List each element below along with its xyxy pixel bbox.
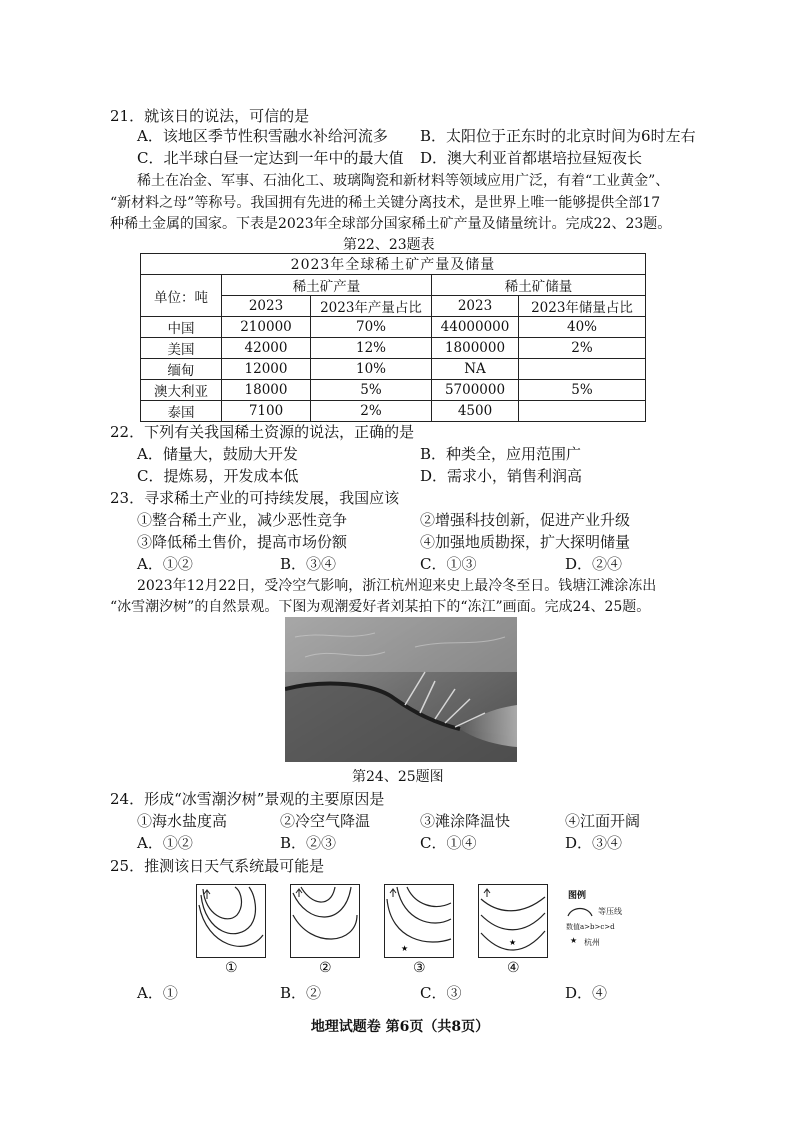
q25-option-b[interactable]: B．② [280,984,322,1002]
table-cell-production: 7100 [222,401,311,422]
q22-stem: 22．下列有关我国稀土资源的说法，正确的是 [110,423,415,441]
table-cell-production: 12000 [222,359,311,380]
q25-option-d[interactable]: D．④ [565,984,608,1002]
q23-option-c[interactable]: C．①③ [420,555,477,573]
table-cell-production-share: 12% [311,338,432,359]
table-row [141,359,646,380]
q24-option-c[interactable]: C．①④ [420,834,477,852]
isobar-map-3 [384,884,454,958]
svg-text:★: ★ [401,944,409,953]
q22-option-c[interactable]: C．提炼易，开发成本低 [137,467,299,485]
intro1-line2: “新材料之母”等称号。我国拥有先进的稀土关键分离技术，是世界上唯一能够提供全部17 [110,195,661,211]
intro2-line2: “冰雪潮汐树”的自然景观。下图为观潮爱好者刘某拍下的“冻江”画面。完成24、25题。 [110,599,651,615]
legend-isobar-label: 等压线 [598,907,622,916]
table-cell-production-share: 5% [311,380,432,401]
q21-option-d[interactable]: D．澳大利亚首都堪培拉昼短夜长 [420,149,643,167]
q25-option-c[interactable]: C．③ [420,984,462,1002]
q22-option-b[interactable]: B．种类全，应用范围广 [420,445,582,463]
map-label-4: ④ [507,960,520,976]
table-cell-country: 泰国 [141,401,222,422]
page-footer: 地理试题卷 第6页（共8页） [310,1019,490,1035]
q21-option-c[interactable]: C．北半球白昼一定达到一年中的最大值 [137,149,404,167]
map-label-3: ③ [413,960,426,976]
table-cell-reserve: NA [432,359,519,380]
table-title: 2023年全球稀土矿产量及储量 [141,254,646,275]
q24-statement-1: ①海水盐度高 [137,812,228,830]
table-cell-production-share: 70% [311,317,432,338]
q23-option-a[interactable]: A．①② [137,555,193,573]
intro1-line1: 稀土在冶金、军事、石油化工、玻璃陶瓷和新材料等领域应用广泛，有着“工业黄金”、 [137,173,670,189]
svg-text:★: ★ [509,938,517,947]
figure-caption: 第24、25题图 [352,769,444,785]
q24-statement-4: ④江面开阔 [565,812,641,830]
q24-option-d[interactable]: D．③④ [565,834,623,852]
q22-option-a[interactable]: A．储量大，鼓励大开发 [137,445,298,463]
legend-city: 杭州 [584,938,600,947]
table-group-production: 稀土矿产量 [222,275,432,296]
star-icon: ★ [570,936,578,945]
frozen-river-photo [285,617,517,762]
legend-values: 数值a>b>c>d [566,923,615,931]
q23-stem: 23．寻求稀土产业的可持续发展，我国应该 [110,489,400,507]
q21-stem: 21．就该日的说法，可信的是 [110,107,310,125]
q23-statement-4: ④加强地质勘探，扩大探明储量 [420,533,631,551]
table-cell-production: 42000 [222,338,311,359]
table-sub-reserve-year: 2023 [432,296,519,317]
table-cell-reserve: 4500 [432,401,519,422]
intro1-line3: 种稀土金属的国家。下表是2023年全球部分国家稀土矿产量及储量统计。完成22、23题。 [110,216,672,232]
table-cell-production-share: 2% [311,401,432,422]
q23-statement-3: ③降低稀土售价，提高市场份额 [137,533,348,551]
q25-stem: 25．推测该日天气系统最可能是 [110,857,325,875]
table-cell-country: 中国 [141,317,222,338]
table-cell-reserve: 44000000 [432,317,519,338]
table-cell-production: 18000 [222,380,311,401]
table-sub-reserve-share: 2023年储量占比 [519,296,646,317]
q23-statement-1: ①整合稀土产业，减少恶性竞争 [137,511,348,529]
table-cell-reserve-share [519,401,646,422]
table-cell-reserve: 5700000 [432,380,519,401]
table-cell-reserve-share: 40% [519,317,646,338]
table-cell-production-share: 10% [311,359,432,380]
table-unit: 单位：吨 [141,275,222,317]
q24-statement-3: ③滩涂降温快 [420,812,511,830]
table-cell-reserve-share: 2% [519,338,646,359]
q24-stem: 24．形成“冰雪潮汐树”景观的主要原因是 [110,790,385,808]
table-row [141,380,646,401]
isobar-map-1 [196,884,266,958]
table-cell-production: 210000 [222,317,311,338]
rare-earth-table [140,253,646,422]
isobar-map-4 [478,884,548,958]
q21-option-a[interactable]: A．该地区季节性积雪融水补给河流多 [137,127,388,145]
table-row [141,401,646,422]
map-label-1: ① [225,960,238,976]
q24-option-b[interactable]: B．②③ [280,834,337,852]
table-cell-country: 澳大利亚 [141,380,222,401]
table-cell-country: 缅甸 [141,359,222,380]
q24-option-a[interactable]: A．①② [137,834,193,852]
q23-option-d[interactable]: D．②④ [565,555,623,573]
table-cell-reserve-share [519,359,646,380]
table-sub-prod-year: 2023 [222,296,311,317]
table-cell-reserve: 1800000 [432,338,519,359]
isobar-map-2 [290,884,360,958]
legend-title: 图例 [568,891,587,901]
q24-statement-2: ②冷空气降温 [280,812,371,830]
table-caption: 第22、23题表 [343,237,435,253]
table-cell-country: 美国 [141,338,222,359]
q21-option-b[interactable]: B．太阳位于正东时的北京时间为6时左右 [420,127,696,145]
intro2-line1: 2023年12月22日，受冷空气影响，浙江杭州迎来史上最冷冬至日。钱塘江滩涂冻出 [137,578,657,594]
table-row [141,338,646,359]
map-label-2: ② [319,960,332,976]
table-row [141,317,646,338]
legend-isobar-icon [566,904,594,922]
q23-statement-2: ②增强科技创新，促进产业升级 [420,511,631,529]
table-sub-prod-share: 2023年产量占比 [311,296,432,317]
q25-option-a[interactable]: A．① [137,984,178,1002]
table-group-reserve: 稀土矿储量 [432,275,646,296]
q22-option-d[interactable]: D．需求小，销售利润高 [420,467,583,485]
q23-option-b[interactable]: B．③④ [280,555,337,573]
table-cell-reserve-share: 5% [519,380,646,401]
